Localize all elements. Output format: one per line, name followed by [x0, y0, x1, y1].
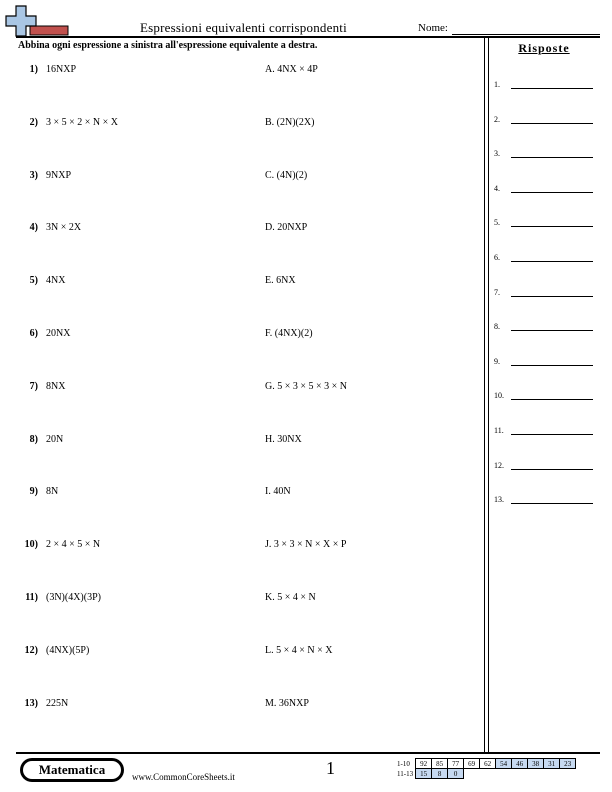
problem-number: 2) — [29, 116, 38, 128]
left-expression: 8N — [46, 486, 59, 498]
problem-number: 7) — [29, 380, 38, 392]
answer-blank[interactable] — [494, 288, 600, 302]
score-range-label: 11-13 — [397, 769, 414, 778]
problem-number: 8) — [29, 433, 38, 445]
answer-number: 13. — [494, 495, 504, 505]
answer-blank[interactable] — [494, 80, 600, 94]
answer-number: 12. — [494, 460, 504, 470]
right-expression: M. 36NXP — [265, 697, 309, 709]
plus-minus-logo-icon — [4, 4, 70, 38]
problem-number: 6) — [29, 328, 38, 339]
score-cell: 0 — [448, 769, 464, 779]
left-expression: (3N)(4X)(3P) — [46, 592, 101, 603]
name-label: Nome: — [418, 22, 448, 34]
left-expression: 16NXP — [46, 64, 77, 75]
right-expression: B. (2N)(2X) — [265, 116, 315, 128]
answer-line[interactable] — [511, 503, 593, 504]
left-expression: 9NXP — [46, 169, 72, 181]
right-expression: G. 5 × 3 × 5 × 3 × N — [265, 380, 348, 392]
score-cell: 46 — [512, 759, 528, 769]
score-cell: 77 — [448, 759, 464, 769]
left-expression: (4NX)(5P) — [46, 644, 90, 656]
right-expression: I. 40N — [265, 486, 291, 498]
answer-line[interactable] — [511, 296, 593, 297]
right-expression: E. 6NX — [265, 275, 296, 287]
score-cell: 62 — [480, 759, 496, 769]
answer-number: 4. — [494, 183, 500, 193]
answer-line[interactable] — [511, 157, 593, 158]
right-expression: L. 5 × 4 × N × X — [265, 644, 333, 656]
problem-number: 9) — [29, 486, 38, 498]
problem-row — [0, 698, 480, 714]
answer-number: 6. — [494, 253, 500, 262]
score-cell: 69 — [464, 759, 480, 769]
score-cell: 54 — [496, 759, 512, 769]
answer-number: 7. — [494, 287, 500, 297]
right-expression: H. 30NX — [265, 433, 302, 445]
answer-line[interactable] — [511, 365, 593, 366]
left-expression: 3 × 5 × 2 × N × X — [46, 116, 119, 128]
answer-blank[interactable] — [494, 461, 600, 475]
score-range-label: 1-10 — [397, 759, 410, 768]
answer-number: 2. — [494, 114, 500, 124]
answer-line[interactable] — [511, 192, 593, 193]
score-row — [396, 769, 576, 779]
problem-number: 5) — [29, 275, 38, 287]
left-expression: 20NX — [46, 328, 71, 339]
answer-number: 1. — [494, 80, 500, 89]
header-divider — [16, 36, 600, 38]
score-cell: 38 — [528, 759, 544, 769]
answer-line[interactable] — [511, 330, 593, 331]
answer-line[interactable] — [511, 261, 593, 262]
problem-row — [0, 539, 480, 555]
answer-blank[interactable] — [494, 391, 600, 405]
answer-number: 5. — [494, 218, 500, 228]
score-cell: 23 — [560, 759, 576, 769]
problem-row — [0, 117, 480, 133]
right-expression: C. (4N)(2) — [265, 169, 308, 181]
problem-row — [0, 64, 480, 80]
page-number: 1 — [326, 758, 335, 778]
answer-blank[interactable] — [494, 115, 600, 129]
answer-number: 11. — [494, 426, 504, 435]
answer-line[interactable] — [511, 88, 593, 89]
instructions: Abbina ogni espressione a sinistra all'espressione equivalente a destra. — [18, 40, 318, 51]
answer-blank[interactable] — [494, 357, 600, 371]
score-cell: 92 — [416, 759, 432, 769]
left-expression: 2 × 4 × 5 × N — [46, 539, 101, 551]
score-cell: 8 — [432, 769, 448, 779]
answer-line[interactable] — [511, 226, 593, 227]
brand-badge — [20, 758, 124, 782]
answer-blank[interactable] — [494, 426, 600, 440]
left-expression: 8NX — [46, 380, 66, 392]
right-expression: D. 20NXP — [265, 222, 308, 234]
answer-line[interactable] — [511, 123, 593, 124]
answer-line[interactable] — [511, 469, 593, 470]
answer-blank[interactable] — [494, 322, 600, 336]
problem-row — [0, 592, 480, 608]
problem-row — [0, 170, 480, 186]
brand-label: Matematica — [23, 761, 121, 779]
right-expression: J. 3 × 3 × N × X × P — [265, 539, 347, 551]
name-input-line[interactable] — [452, 34, 600, 35]
problem-number: 10) — [24, 539, 38, 551]
problem-row — [0, 275, 480, 291]
problem-number: 1) — [29, 64, 38, 75]
answer-blank[interactable] — [494, 149, 600, 163]
answer-number: 3. — [494, 149, 500, 159]
website-link[interactable]: www.CommonCoreSheets.it — [132, 772, 235, 782]
problem-row — [0, 645, 480, 661]
problem-row — [0, 434, 480, 450]
problem-number: 3) — [29, 169, 38, 181]
right-expression: F. (4NX)(2) — [265, 328, 313, 339]
problem-row — [0, 328, 480, 344]
problem-row — [0, 486, 480, 502]
right-expression: A. 4NX × 4P — [265, 64, 318, 75]
score-cell: 31 — [544, 759, 560, 769]
problem-number: 12) — [24, 644, 38, 656]
answer-number: 9. — [494, 356, 500, 366]
answer-blank[interactable] — [494, 495, 600, 509]
problem-number: 4) — [29, 222, 38, 234]
problem-number: 11) — [25, 592, 38, 603]
right-expression: K. 5 × 4 × N — [265, 592, 316, 603]
answer-number: 8. — [494, 322, 500, 332]
problem-row — [0, 222, 480, 238]
problem-number: 13) — [24, 697, 38, 709]
answer-line[interactable] — [511, 399, 593, 400]
problem-row — [0, 381, 480, 397]
answer-blank[interactable] — [494, 218, 600, 232]
answer-number: 10. — [494, 391, 504, 401]
score-cell: 85 — [432, 759, 448, 769]
left-expression: 3N × 2X — [46, 222, 82, 234]
score-cell: 15 — [416, 769, 432, 779]
left-expression: 20N — [46, 433, 64, 445]
answer-blank[interactable] — [494, 253, 600, 267]
left-expression: 225N — [46, 697, 69, 709]
answer-line[interactable] — [511, 434, 593, 435]
score-row — [396, 759, 576, 769]
answer-blank[interactable] — [494, 184, 600, 198]
answer-column-divider — [484, 36, 489, 752]
left-expression: 4NX — [46, 275, 66, 287]
worksheet-title: Espressioni equivalenti corrispondenti — [140, 20, 347, 35]
score-table — [396, 758, 576, 779]
footer-divider — [16, 752, 600, 754]
answers-heading: Risposte — [518, 41, 570, 55]
